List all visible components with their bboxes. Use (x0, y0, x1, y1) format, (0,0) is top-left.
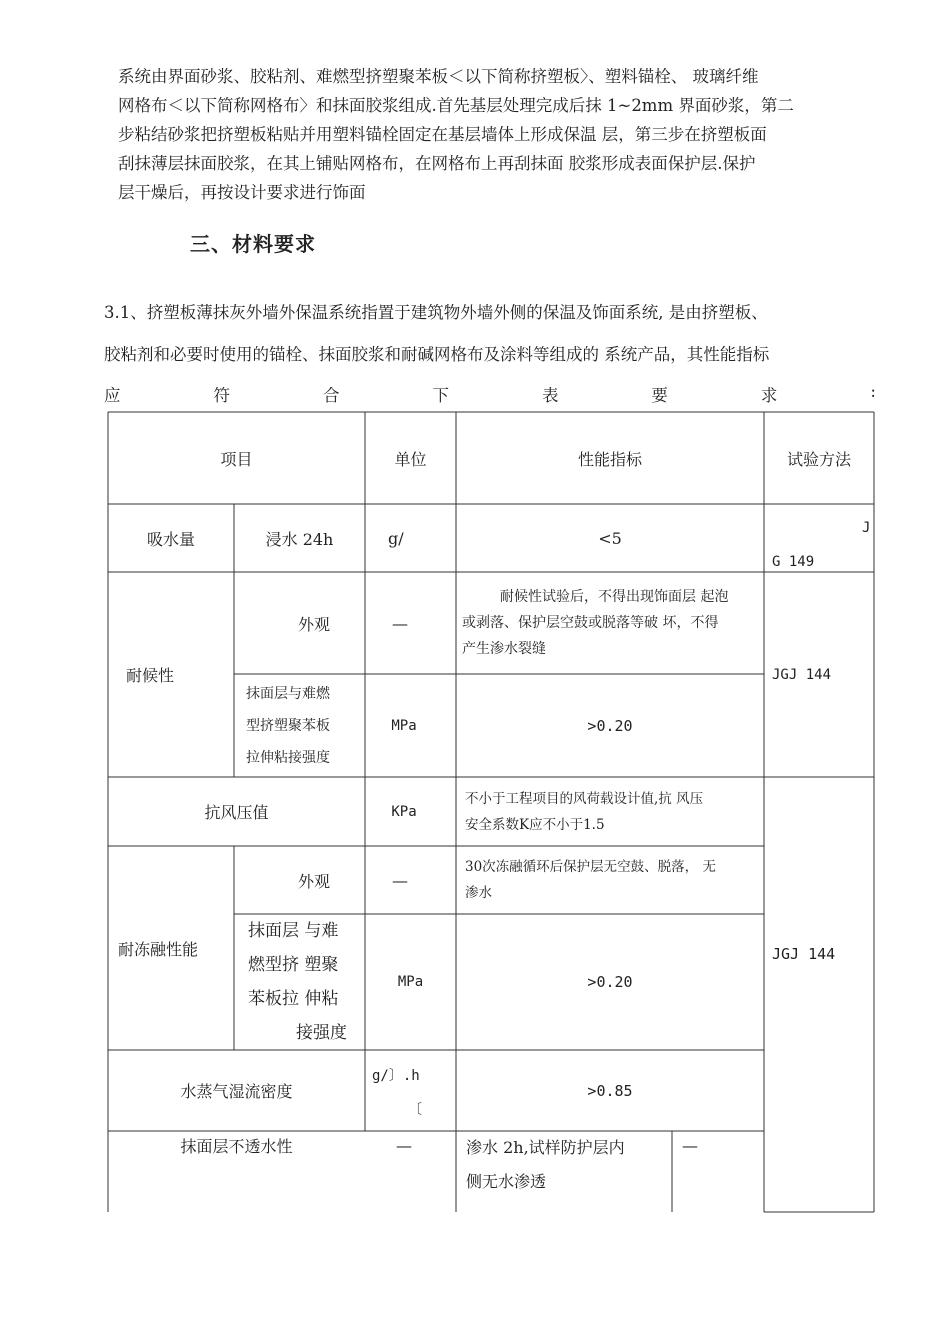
spread-char: : (870, 382, 876, 401)
text-line: 型挤塑聚苯板 (246, 717, 330, 734)
vapor-item: 水蒸气湿流密度 (180, 1082, 293, 1101)
intro-line: 网格布＜以下简称网格布〉和抹面胶浆组成.首先基层处理完成后抹 1~2mm 界面砂浆，第二 (118, 96, 794, 115)
vapor-value: >0.85 (587, 1081, 633, 1100)
weathering-method: JGJ 144 (772, 666, 832, 683)
text-line: 30次冻融循环后保护层无空鼓、脱落， 无 (465, 859, 716, 875)
weathering-appearance-unit: — (392, 613, 408, 633)
water-absorption-method-b: G 149 (772, 554, 815, 570)
freeze-thaw-appearance-value (465, 846, 764, 914)
freeze-thaw-bond-value: >0.20 (587, 973, 633, 991)
water-absorption-sub: 浸水 24h (265, 529, 334, 549)
impermeability-value (466, 1131, 672, 1199)
intro-line: 层干燥后，再按设计要求进行饰面 (118, 183, 366, 202)
spread-char: 下 (432, 386, 449, 405)
spread-char: 符 (213, 386, 230, 405)
section-heading: 三、材料要求 (190, 232, 316, 256)
freeze-thaw-method: JGJ 144 (772, 945, 836, 963)
impermeability-extra: — (682, 1135, 698, 1155)
weathering-bond-unit: MPa (391, 717, 417, 734)
header-method: 试验方法 (786, 449, 851, 469)
spread-char: 求 (760, 386, 778, 405)
spread-char: 合 (322, 386, 340, 405)
weathering-bond-label (246, 674, 365, 777)
weathering-bond-value: >0.20 (587, 716, 633, 735)
spread-char: 应 (104, 386, 121, 405)
clause-line: 胶粘剂和必要时使用的锚栓、抹面胶浆和耐碱网格布及涂料等组成的 系统产品，其性能指标 (104, 345, 770, 364)
intro-line: 系统由界面砂浆、胶粘剂、难燃型挤塑聚苯板＜以下简称挤塑板〉、塑料锚栓、 玻璃纤维 (118, 67, 759, 86)
water-absorption-item: 吸水量 (146, 529, 195, 549)
text-line: 安全系数K应不小于1.5 (465, 816, 605, 833)
freeze-thaw-bond-unit: MPa (397, 974, 424, 990)
header-item: 项目 (220, 449, 253, 469)
text-line: 渗水 (465, 885, 492, 901)
clause-spread-line (104, 382, 876, 406)
weathering-appearance-label: 外观 (297, 614, 330, 634)
freeze-thaw-appearance-label: 外观 (297, 871, 330, 891)
clause-line: 3.1、挤塑板薄抹灰外墙外保温系统指置于建筑物外墙外侧的保温及饰面系统, 是由挤塑板、 (104, 303, 768, 322)
vapor-unit-b: 〔 (408, 1102, 422, 1118)
water-absorption-unit: g/ (388, 528, 404, 548)
water-absorption-method-a: J (862, 520, 871, 536)
freeze-thaw-appearance-unit: — (392, 870, 408, 890)
weathering-item: 耐候性 (126, 666, 175, 685)
intro-line: 刮抹薄层抹面胶浆，在其上铺贴网格布，在网格布上再刮抹面 胶浆形成表面保护层.保护 (118, 154, 756, 173)
text-line: 耐候性试验后，不得出现饰面层 起泡 (500, 589, 729, 605)
freeze-thaw-bond-label (248, 914, 365, 1050)
freeze-thaw-item: 耐冻融性能 (118, 939, 199, 959)
text-line: 苯板拉 伸粘 (248, 989, 339, 1009)
impermeability-item: 抹面层不透水性 (180, 1136, 293, 1156)
text-line: 不小于工程项目的风荷载设计值,抗 风压 (465, 790, 704, 807)
wind-item: 抗风压值 (204, 803, 269, 822)
spread-char: 要 (651, 386, 668, 405)
text-line: 侧无水渗透 (466, 1172, 547, 1191)
text-line: 产生渗水裂缝 (462, 641, 546, 657)
intro-line: 步粘结砂浆把挤塑板粘贴并用塑料锚栓固定在基层墙体上形成保温 层，第三步在挤塑板面 (118, 125, 767, 144)
wind-value (465, 777, 764, 846)
weathering-appearance-value (462, 572, 764, 674)
impermeability-unit: — (396, 1135, 412, 1155)
text-line: 燃型挤 塑聚 (248, 955, 339, 975)
text-line: 抹面层与难燃 (246, 685, 330, 702)
header-index: 性能指标 (577, 449, 642, 469)
header-unit: 单位 (394, 449, 427, 469)
vapor-unit-a: g/〕.h (372, 1068, 420, 1084)
wind-unit: KPa (391, 803, 417, 820)
text-line: 接强度 (296, 1023, 347, 1043)
water-absorption-value: <5 (598, 528, 622, 548)
text-line: 渗水 2h,试样防护层内 (466, 1138, 625, 1157)
spread-char: 表 (541, 386, 559, 405)
text-line: 抹面层 与难 (248, 921, 339, 941)
text-line: 或剥落、保护层空鼓或脱落等破 坏，不得 (462, 615, 719, 631)
text-line: 拉伸粘接强度 (246, 749, 330, 766)
